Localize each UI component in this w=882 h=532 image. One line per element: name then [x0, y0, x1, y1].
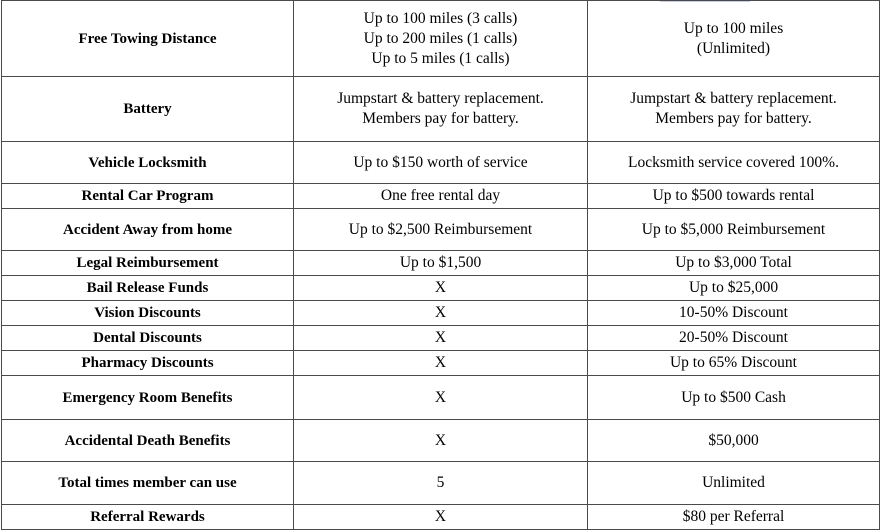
row-label: [2, 209, 294, 251]
basic-plan-cell: [294, 209, 588, 251]
cell-line: Up to $1,500: [399, 254, 482, 271]
table-row: [2, 209, 880, 251]
cell-line: Locksmith service covered 100%.: [628, 153, 839, 171]
cell-line: Jumpstart & battery replacement.: [630, 90, 837, 107]
cell-line: X: [434, 508, 447, 525]
row-label-text: Emergency Room Benefits: [62, 389, 233, 406]
row-label: [2, 351, 294, 376]
row-label-text: Referral Rewards: [90, 509, 205, 525]
cell-line: Up to $25,000: [688, 279, 779, 296]
cell-line: Up to $500 towards rental: [652, 187, 815, 204]
table-row: [2, 1, 880, 77]
table-row: [2, 276, 880, 301]
premium-plan-cell: [588, 505, 880, 530]
cell-line: Up to 65% Discount: [669, 354, 797, 371]
table-body: [2, 1, 880, 530]
cell-line: Up to $2,500 Reimbursement: [348, 220, 533, 238]
table-row: [2, 376, 880, 420]
premium-plan-cell: [588, 376, 880, 420]
basic-plan-cell: [294, 1, 588, 77]
cell-line: 20-50% Discount: [679, 329, 788, 346]
cell-line: Members pay for battery.: [362, 110, 519, 127]
row-label-text: Vehicle Locksmith: [88, 154, 207, 171]
row-label-text: Pharmacy Discounts: [81, 355, 214, 371]
premium-plan-cell: [588, 184, 880, 209]
row-label: [2, 276, 294, 301]
row-label: [2, 462, 294, 505]
premium-plan-cell: [588, 276, 880, 301]
table-row: [2, 505, 880, 530]
basic-plan-cell: [294, 326, 588, 351]
basic-plan-cell: [294, 276, 588, 301]
row-label: [2, 420, 294, 462]
cell-line: 10-50% Discount: [679, 304, 788, 321]
row-label-text: Total times member can use: [58, 475, 237, 491]
row-label: [2, 326, 294, 351]
premium-plan-cell: [588, 1, 880, 77]
basic-plan-cell: [294, 376, 588, 420]
cell-line: Up to $3,000 Total: [675, 254, 792, 271]
row-label: [2, 301, 294, 326]
row-label: [2, 376, 294, 420]
table-row: [2, 326, 880, 351]
basic-plan-cell: [294, 77, 588, 142]
row-label-text: Bail Release Funds: [86, 280, 209, 296]
row-label-text: Accident Away from home: [63, 221, 232, 238]
table-row: [2, 462, 880, 505]
row-label-text: Battery: [123, 101, 172, 117]
premium-plan-cell: [588, 351, 880, 376]
table-row: [2, 301, 880, 326]
cell-line: $80 per Referral: [682, 508, 785, 525]
row-label-text: Vision Discounts: [94, 305, 201, 321]
table-row: [2, 351, 880, 376]
table-row: [2, 77, 880, 142]
basic-plan-cell: [294, 301, 588, 326]
cell-line: X: [434, 304, 447, 321]
row-label: [2, 1, 294, 77]
table-row: [2, 420, 880, 462]
cell-line: X: [434, 279, 447, 296]
cell-line: Up to 100 miles: [683, 19, 784, 37]
basic-plan-cell: [294, 142, 588, 184]
row-label-text: Accidental Death Benefits: [64, 432, 231, 449]
cell-line: X: [434, 354, 447, 371]
row-label-text: Free Towing Distance: [78, 30, 217, 47]
basic-plan-cell: [294, 420, 588, 462]
premium-plan-cell: [588, 420, 880, 462]
basic-plan-cell: [294, 251, 588, 276]
row-label: [2, 505, 294, 530]
cell-line: 5: [436, 474, 445, 491]
cell-line: (Unlimited): [696, 39, 771, 57]
premium-plan-cell: [588, 301, 880, 326]
row-label-text: Dental Discounts: [93, 330, 202, 346]
cell-line: X: [434, 388, 447, 406]
benefits-comparison-table: [1, 0, 880, 530]
cell-line: X: [434, 329, 447, 346]
basic-plan-cell: [294, 505, 588, 530]
table-row: [2, 251, 880, 276]
cell-line: X: [434, 431, 447, 449]
table-row: [2, 184, 880, 209]
premium-plan-cell: [588, 326, 880, 351]
cell-line: Up to $500 Cash: [681, 388, 786, 406]
cell-line: Jumpstart & battery replacement.: [337, 90, 544, 107]
cell-line: Up to 200 miles (1 calls): [363, 29, 518, 47]
premium-plan-cell: [588, 462, 880, 505]
table-row: [2, 142, 880, 184]
premium-plan-cell: [588, 251, 880, 276]
cell-line: Members pay for battery.: [655, 110, 812, 127]
cell-line: Up to $150 worth of service: [353, 153, 528, 171]
cell-line: $50,000: [708, 431, 759, 449]
row-label-text: Legal Reimbursement: [76, 255, 219, 271]
row-label-text: Rental Car Program: [81, 188, 214, 204]
row-label: [2, 184, 294, 209]
row-label: [2, 77, 294, 142]
premium-plan-cell: [588, 142, 880, 184]
row-label: [2, 251, 294, 276]
row-label: [2, 142, 294, 184]
premium-plan-cell: [588, 77, 880, 142]
cell-line: One free rental day: [380, 187, 501, 204]
basic-plan-cell: [294, 351, 588, 376]
cell-line: Up to $5,000 Reimbursement: [641, 220, 826, 238]
cell-line: Up to 100 miles (3 calls): [363, 9, 518, 27]
basic-plan-cell: [294, 462, 588, 505]
premium-plan-cell: [588, 209, 880, 251]
basic-plan-cell: [294, 184, 588, 209]
cell-line: Up to 5 miles (1 calls): [371, 49, 510, 67]
cell-line: Unlimited: [702, 474, 765, 491]
